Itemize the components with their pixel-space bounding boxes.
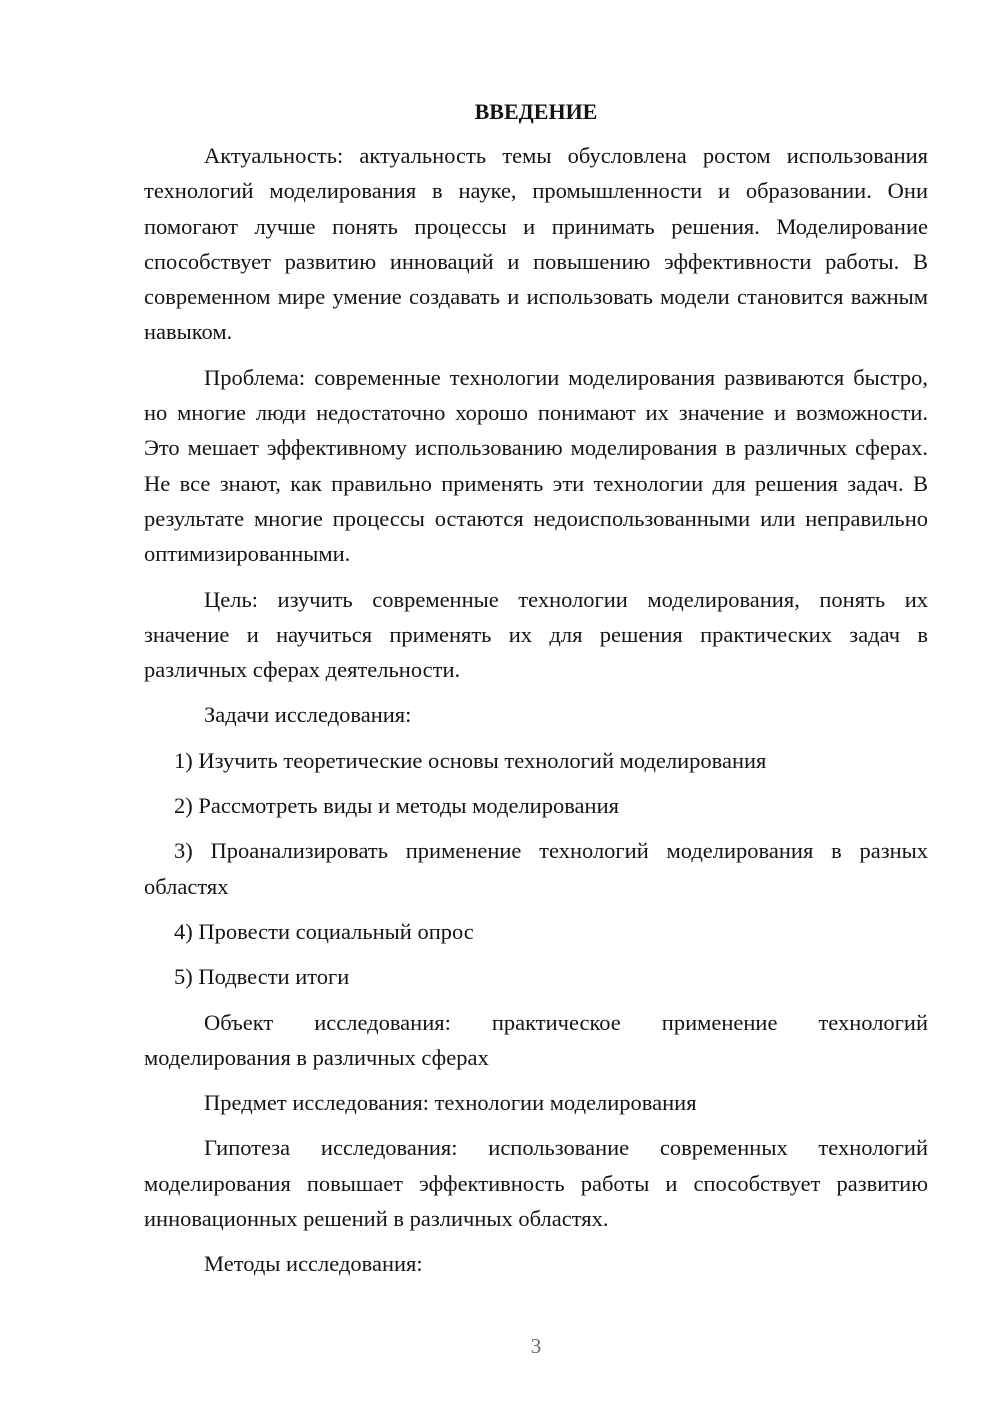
document-body <box>144 94 928 1292</box>
paragraph-object: Объект исследования: практическое применение технологий моделирования в различных сферах <box>144 1009 928 1070</box>
task-item-2: 2) Рассмотреть виды и методы моделирования <box>174 793 619 819</box>
paragraph-goal: Цель: изучить современные технологии моделирования, понять их значение и научиться применять их для решения практических задач в различных сферах деятельности. <box>144 586 928 683</box>
paragraph-subject: Предмет исследования: технологии моделирования <box>204 1090 697 1116</box>
page-title: ВВЕДЕНИЕ <box>474 99 598 124</box>
paragraph-relevance: Актуальность: актуальность темы обусловлена ростом использования технологий моделирования в науке, промышленности и образовании. Они помогают лучше понять процессы и принимать решения. Моделирование способствует развитию инноваций и повышению эффективности работы. В современном мире умение создавать и использовать модели становится важным навыком. <box>144 143 928 345</box>
task-item-5: 5) Подвести итоги <box>174 964 350 990</box>
paragraph-methods: Методы исследования: <box>204 1251 423 1277</box>
task-item-4: 4) Провести социальный опрос <box>174 918 474 944</box>
page-number: 3 <box>530 1334 542 1358</box>
paragraph-problem: Проблема: современные технологии моделирования развиваются быстро, но многие люди недостаточно хорошо понимают их значение и возможности. Это мешает эффективному использованию моделирования в различных сферах. Не все знают, как правильно применять эти технологии для решения задач. В результате многие процессы остаются недоиспользованными или неправильно оптимизированными. <box>144 364 928 567</box>
paragraph-hypothesis: Гипотеза исследования: использование современных технологий моделирования повышает эффективность работы и способствует развитию инновационных решений в различных областях. <box>144 1135 928 1232</box>
paragraph-tasks-heading: Задачи исследования: <box>204 702 412 728</box>
task-item-1: 1) Изучить теоретические основы технологий моделирования <box>174 747 767 773</box>
task-item-3: 3) Проанализировать применение технологий моделирования в разных областях <box>144 838 928 899</box>
